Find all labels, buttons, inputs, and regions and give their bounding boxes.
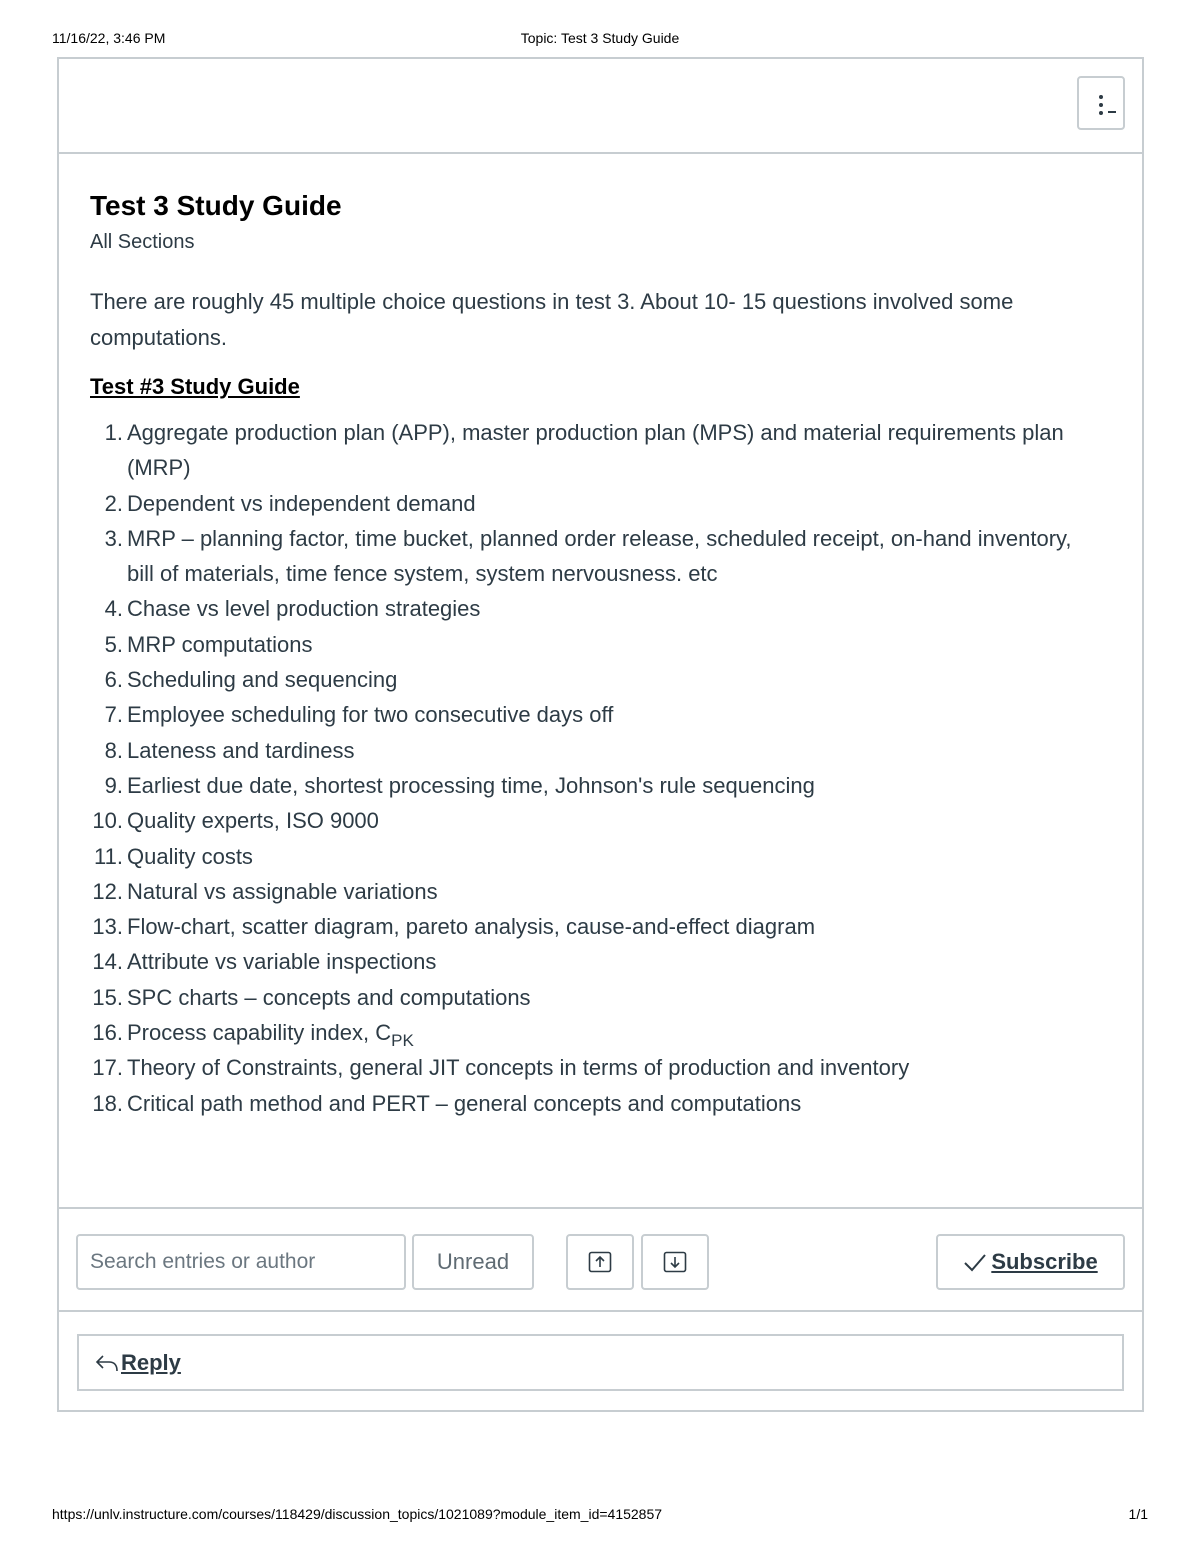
study-topic-text: Natural vs assignable variations (127, 878, 438, 904)
reply-arrow-icon (95, 1353, 119, 1373)
checkmark-icon (963, 1252, 987, 1272)
print-header (52, 30, 1148, 48)
study-topic-text: Critical path method and PERT – general concepts and computations (127, 1090, 802, 1116)
kebab-menu-icon-dot (1099, 103, 1103, 107)
discussion-frame (57, 57, 1144, 1412)
study-topic-text: Earliest due date, shortest processing time, Johnson's rule sequencing (127, 772, 815, 798)
study-topic-item (90, 1050, 1102, 1085)
study-topic-number: 15. (92, 984, 123, 1010)
reply-label: Reply (121, 1349, 181, 1375)
study-topic-number: 6. (104, 667, 123, 693)
study-topic-item (90, 768, 1102, 803)
study-topic-item (90, 521, 1102, 592)
subscribe-button[interactable] (936, 1234, 1125, 1290)
kebab-menu-icon (1099, 95, 1103, 99)
arrow-up-box-icon (588, 1251, 612, 1273)
discussion-toolbar (59, 1207, 1142, 1312)
study-topic-text: Dependent vs independent demand (127, 490, 476, 516)
arrow-down-box-icon (663, 1251, 687, 1273)
print-title: Topic: Test 3 Study Guide (520, 30, 680, 46)
study-topic-item (90, 627, 1102, 662)
study-topic-number: 18. (92, 1090, 123, 1116)
study-topic-text: Quality costs (127, 843, 253, 869)
study-topic-number: 10. (92, 808, 123, 834)
study-topic-number: 16. (92, 1020, 123, 1046)
study-topic-item (90, 1015, 1102, 1050)
study-topic-text: Aggregate production plan (APP), master production plan (MPS) and material requirements plan (MRP) (127, 420, 1064, 481)
sort-ascending-button[interactable] (566, 1234, 634, 1290)
study-topic-text: Attribute vs variable inspections (127, 949, 437, 975)
subscribe-label: Subscribe (991, 1249, 1098, 1274)
study-topic-number: 4. (104, 596, 123, 622)
unread-filter-button[interactable]: Unread (412, 1234, 534, 1290)
study-guide-heading: Test #3 Study Guide (90, 374, 300, 399)
study-topic-item (90, 733, 1102, 768)
study-topic-text: Chase vs level production strategies (127, 596, 481, 622)
reply-area (59, 1312, 1142, 1410)
study-topic-item (90, 1086, 1102, 1121)
study-topic-text: SPC charts – concepts and computations (127, 984, 531, 1010)
study-topic-number: 11. (94, 843, 123, 869)
study-topic-number: 1. (104, 420, 123, 445)
study-topic-text: Theory of Constraints, general JIT concepts in terms of production and inventory (127, 1055, 910, 1081)
study-topic-number: 14. (92, 949, 123, 975)
study-topic-text: MRP computations (127, 631, 313, 657)
study-topic-text: Employee scheduling for two consecutive days off (127, 702, 614, 728)
study-topic-text: Process capability index, C (127, 1020, 392, 1046)
study-topic-number: 13. (92, 914, 123, 940)
study-topic-text: Quality experts, ISO 9000 (127, 808, 379, 834)
post-intro: There are roughly 45 multiple choice questions in test 3. About 10- 15 questions involved some computations. (90, 289, 1014, 350)
cpk-subscript: PK (391, 1031, 414, 1051)
study-topic-item (90, 415, 1102, 486)
reply-button[interactable] (77, 1334, 1124, 1391)
study-topic-item (90, 874, 1102, 909)
post-content (90, 189, 1102, 1121)
study-topic-item (90, 980, 1102, 1015)
discussion-topbar (59, 59, 1142, 154)
study-topic-number: 17. (92, 1055, 123, 1081)
post-sections: All Sections (90, 231, 195, 253)
kebab-menu-icon-dot (1099, 111, 1103, 115)
study-topic-text: Lateness and tardiness (127, 737, 355, 763)
search-input[interactable] (76, 1234, 406, 1290)
study-topic-item (90, 839, 1102, 874)
study-topic-number: 8. (104, 737, 123, 763)
study-topic-number: 7. (104, 702, 123, 728)
print-footer (52, 1506, 1148, 1524)
study-topics-list (90, 415, 1102, 1121)
kebab-menu-button[interactable] (1077, 76, 1125, 130)
study-topic-item (90, 944, 1102, 979)
study-topic-text: MRP – planning factor, time bucket, planned order release, scheduled receipt, on-hand inventory, bill of materials, time fence system, system nervousness. etc (127, 525, 1072, 587)
print-page-number: 1/1 (1128, 1506, 1148, 1522)
study-topic-item (90, 803, 1102, 838)
study-topic-item (90, 909, 1102, 944)
kebab-menu-icon-dash (1108, 111, 1116, 113)
study-topic-text: Flow-chart, scatter diagram, pareto analysis, cause-and-effect diagram (127, 914, 816, 940)
study-topic-item (90, 662, 1102, 697)
study-topic-item (90, 591, 1102, 626)
study-topic-item (90, 697, 1102, 732)
print-date: 11/16/22, 3:46 PM (52, 30, 166, 46)
study-topic-number: 2. (104, 490, 123, 516)
study-topic-number: 12. (92, 878, 123, 904)
study-topic-text: Scheduling and sequencing (127, 667, 398, 693)
study-topic-number: 9. (104, 772, 123, 798)
study-topic-item (90, 486, 1102, 521)
study-topic-number: 3. (104, 525, 123, 551)
sort-descending-button[interactable] (641, 1234, 709, 1290)
post-title: Test 3 Study Guide (90, 190, 342, 221)
study-topic-number: 5. (104, 631, 123, 657)
print-url: https://unlv.instructure.com/courses/118429/discussion_topics/1021089?module_item_id=4152857 (52, 1506, 663, 1522)
